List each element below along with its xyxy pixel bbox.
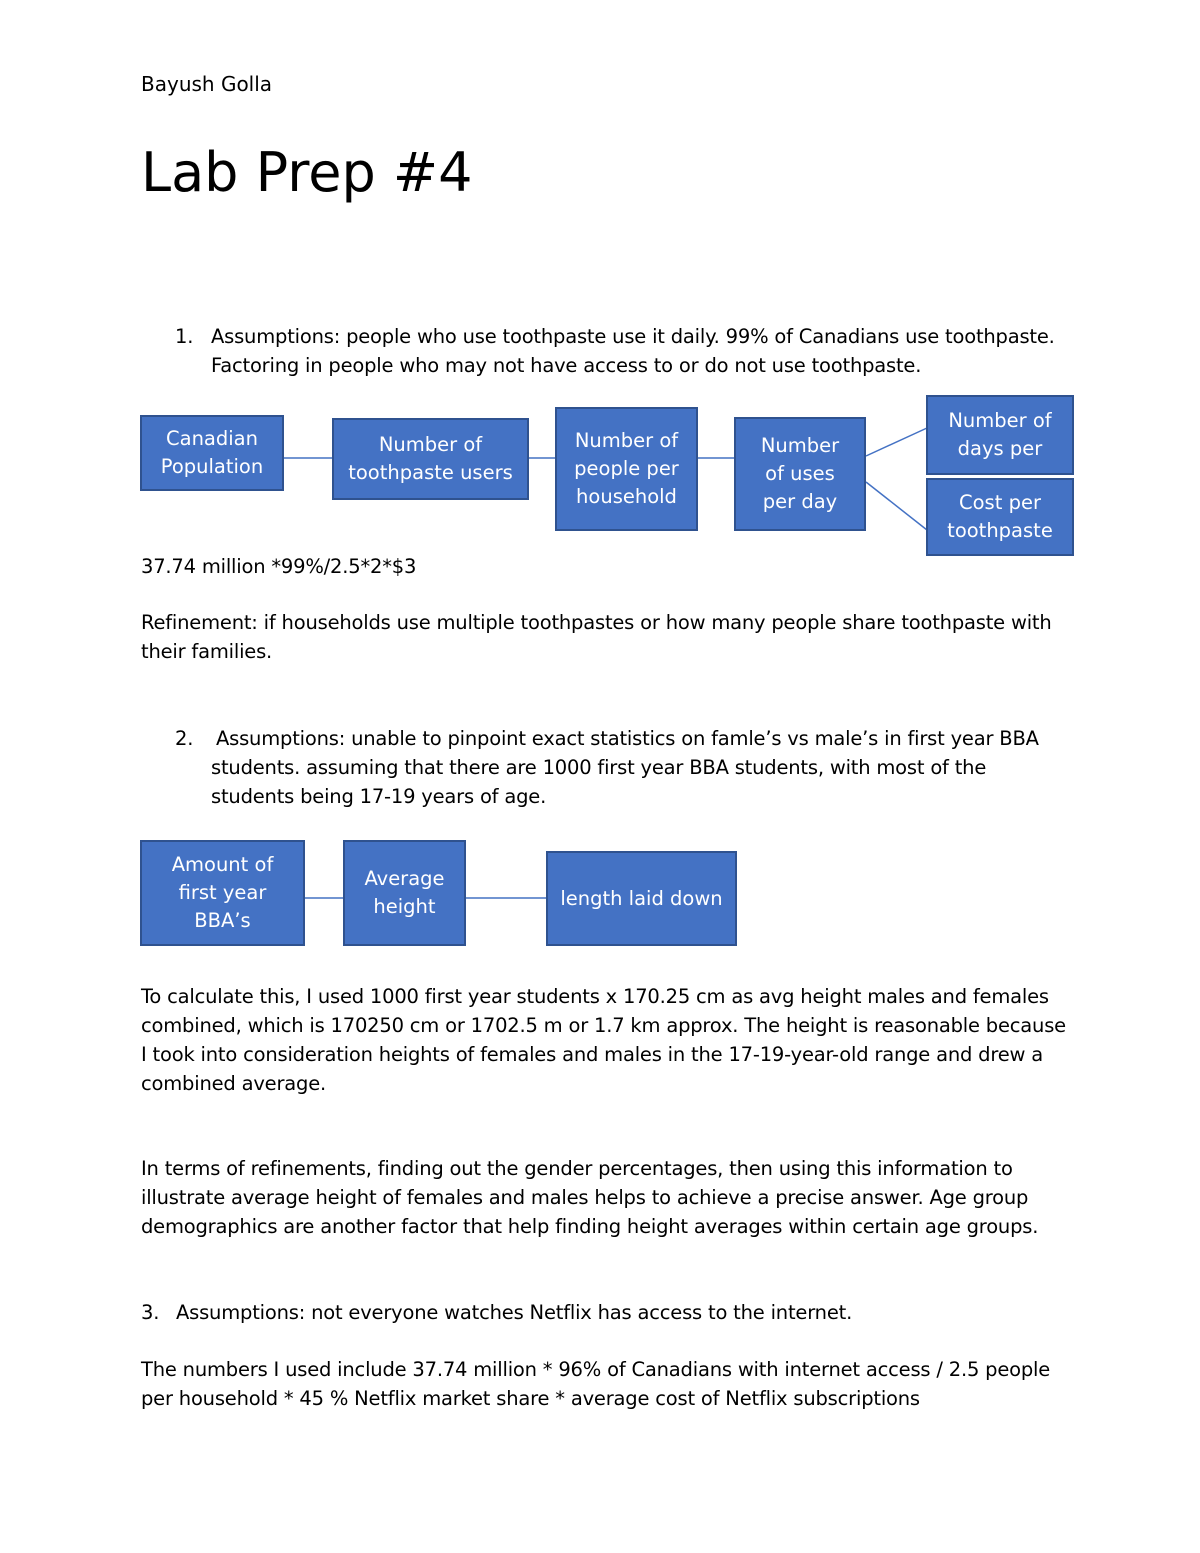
numbers-text: The numbers I used include 37.74 million * 96% of Canadians with internet access / 2.5 people: [141, 1358, 1051, 1381]
box-amount-first-year: Amount of first year BBA’s: [140, 840, 305, 946]
refinement-text: their families.: [141, 640, 273, 663]
box-people-per-household: Number of people per household: [555, 407, 698, 531]
box-toothpaste-users: Number of toothpaste users: [332, 418, 529, 500]
assumption-text: Factoring in people who may not have access to or do not use toothpaste.: [211, 354, 922, 377]
assumption-text: Assumptions: not everyone watches Netflix has access to the internet.: [176, 1301, 853, 1324]
box-canadian-population: Canadian Population: [140, 415, 284, 491]
refinement-text: Refinement: if households use multiple toothpastes or how many people share toothpaste with: [141, 611, 1052, 634]
assumption-text: Assumptions: unable to pinpoint exact statistics on famle’s vs male’s in first year BBA: [216, 727, 1039, 750]
numbers-text: per household * 45 % Netflix market share * average cost of Netflix subscriptions: [141, 1387, 920, 1410]
box-days-per: Number of days per: [926, 395, 1074, 475]
page-title: Lab Prep #4: [141, 141, 473, 204]
calculation-text: combined average.: [141, 1072, 327, 1095]
author-name: Bayush Golla: [141, 72, 273, 96]
assumption-text: students being 17-19 years of age.: [211, 785, 547, 808]
list-number: 2.: [175, 727, 194, 750]
box-length-laid-down: length laid down: [546, 851, 737, 946]
calculation-text: To calculate this, I used 1000 first year students x 170.25 cm as avg height males and females: [141, 985, 1049, 1008]
calculation-text: I took into consideration heights of females and males in the 17-19-year-old range and drew a: [141, 1043, 1044, 1066]
calculation-text: combined, which is 170250 cm or 1702.5 m or 1.7 km approx. The height is reasonable because: [141, 1014, 1066, 1037]
list-number: 1.: [175, 325, 194, 348]
refinement-text: demographics are another factor that help finding height averages within certain age groups.: [141, 1215, 1039, 1238]
list-number: 3.: [141, 1301, 160, 1324]
box-uses-per-day: Number of uses per day: [734, 417, 866, 531]
refinement-text: In terms of refinements, finding out the gender percentages, then using this information to: [141, 1157, 1013, 1180]
assumption-text: Assumptions: people who use toothpaste use it daily. 99% of Canadians use toothpaste.: [211, 325, 1055, 348]
box-average-height: Average height: [343, 840, 466, 946]
formula-text: 37.74 million *99%/2.5*2*$3: [141, 555, 417, 578]
refinement-text: illustrate average height of females and males helps to achieve a precise answer. Age group: [141, 1186, 1029, 1209]
box-cost-per-toothpaste: Cost per toothpaste: [926, 478, 1074, 556]
assumption-text: students. assuming that there are 1000 first year BBA students, with most of the: [211, 756, 987, 779]
